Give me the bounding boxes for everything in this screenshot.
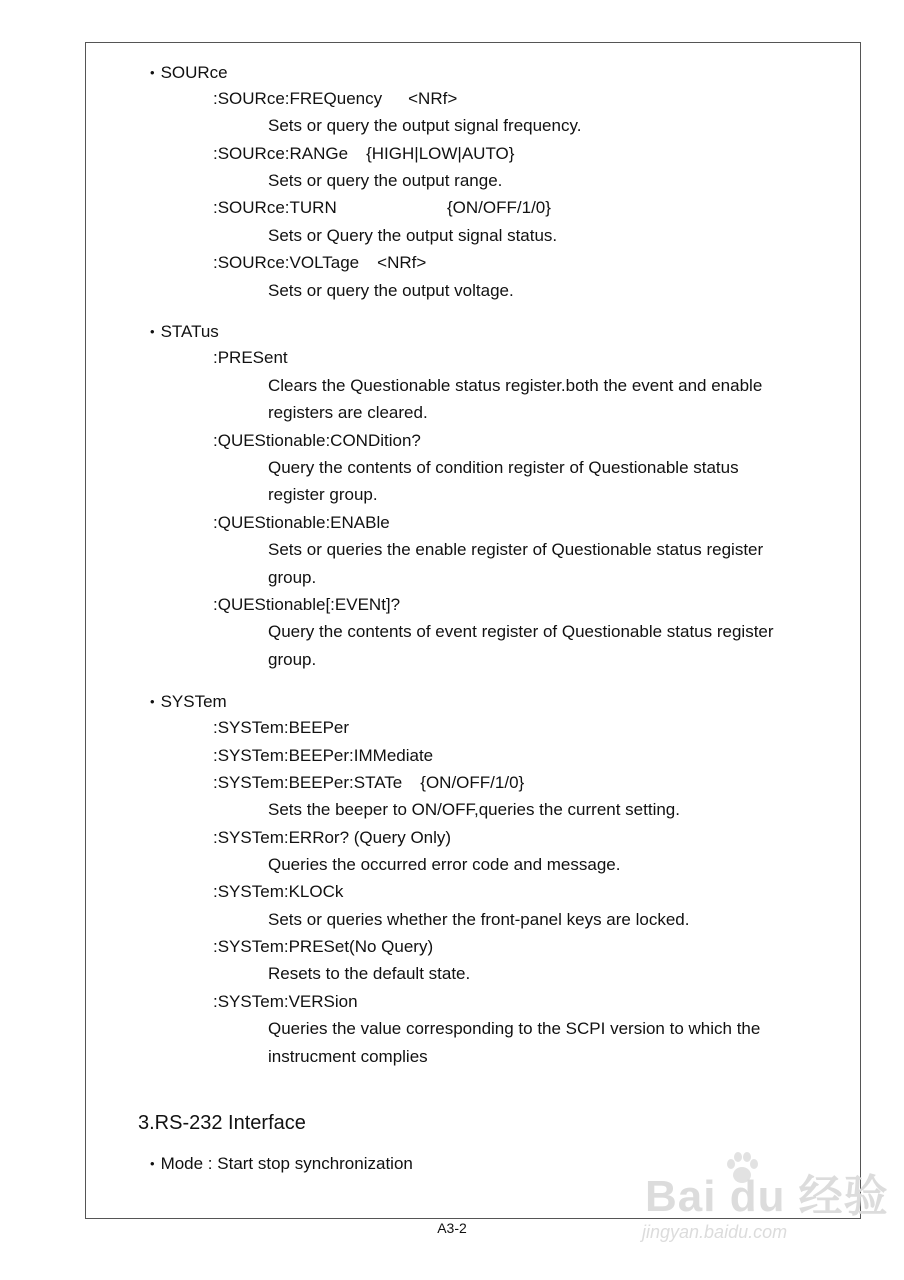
command-name: :SOURce:TURN	[213, 198, 337, 217]
command-description: instrucment complies	[268, 1047, 428, 1066]
command-description: Sets or Query the output signal status.	[268, 226, 558, 245]
command-name: :SYSTem:ERRor? (Query Only)	[213, 828, 452, 847]
command-param: {HIGH|LOW|AUTO}	[366, 144, 515, 163]
command-param: {ON/OFF/1/0}	[420, 773, 525, 792]
command-description: Queries the occurred error code and message.	[268, 855, 621, 874]
command-name: :QUEStionable:CONDition?	[213, 431, 421, 450]
command-description: Sets or query the output signal frequency.	[268, 116, 582, 135]
command-description: group.	[268, 568, 317, 587]
rs232-mode: • Mode : Start stop synchronization	[150, 1153, 413, 1175]
command-description: Sets or query the output range.	[268, 171, 503, 190]
command-description: Sets the beeper to ON/OFF,queries the current setting.	[268, 800, 680, 819]
command-description: Clears the Questionable status register.both the event and enable	[268, 376, 763, 395]
page-number: A3-2	[437, 1220, 467, 1236]
watermark-brand: Bai du 经验	[645, 1172, 889, 1221]
command-name: :SYSTem:PRESet(No Query)	[213, 937, 434, 956]
command-name: :PRESent	[213, 348, 288, 367]
command-description: Query the contents of condition register of Questionable status	[268, 458, 739, 477]
watermark-url: jingyan.baidu.com	[642, 1222, 788, 1242]
command-param: <NRf>	[377, 253, 427, 272]
command-description: Query the contents of event register of Questionable status register	[268, 622, 774, 641]
command-description: Sets or queries the enable register of Questionable status register	[268, 540, 764, 559]
command-line	[213, 252, 426, 274]
command-name: :QUEStionable:ENABle	[213, 513, 390, 532]
command-name: :SYSTem:BEEPer:STATe	[213, 773, 403, 792]
command-name: :SOURce:FREQuency	[213, 89, 383, 108]
command-name: :SYSTem:BEEPer:IMMediate	[213, 746, 434, 765]
command-name: :SOURce:VOLTage	[213, 253, 360, 272]
command-description: Sets or queries whether the front-panel keys are locked.	[268, 910, 690, 929]
command-description: register group.	[268, 485, 378, 504]
command-name: :SYSTem:VERSion	[213, 992, 358, 1011]
section-rs232-title: 3.RS-232 Interface	[138, 1112, 306, 1134]
command-description: group.	[268, 650, 317, 669]
command-description: Sets or query the output voltage.	[268, 281, 514, 300]
section-status-heading: • STATus	[150, 321, 219, 343]
section-system-heading: • SYSTem	[150, 691, 227, 713]
command-line	[213, 197, 337, 219]
command-line	[213, 143, 514, 165]
command-param: <NRf>	[408, 89, 458, 108]
command-line	[213, 88, 457, 110]
command-name: :SYSTem:KLOCk	[213, 882, 344, 901]
command-name: :SYSTem:BEEPer	[213, 718, 350, 737]
command-param: {ON/OFF/1/0}	[447, 198, 551, 217]
command-line	[213, 772, 524, 794]
section-source-heading: • SOURce	[150, 62, 228, 84]
command-description: Queries the value corresponding to the SCPI version to which the	[268, 1019, 761, 1038]
command-description: Resets to the default state.	[268, 964, 471, 983]
command-name: :SOURce:RANGe	[213, 144, 349, 163]
command-description: registers are cleared.	[268, 403, 428, 422]
command-name: :QUEStionable[:EVENt]?	[213, 595, 401, 614]
